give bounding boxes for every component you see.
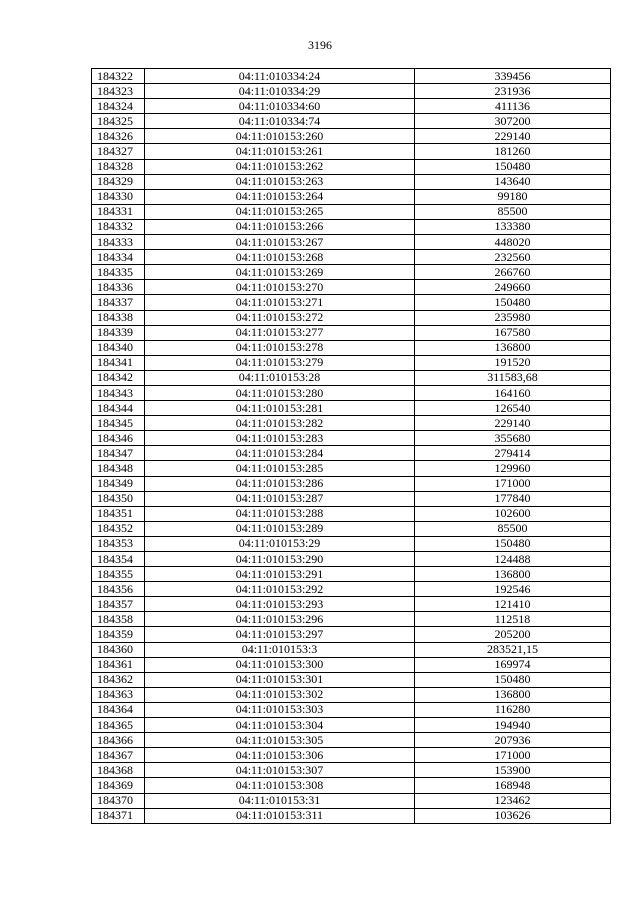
table-row (92, 808, 611, 823)
cadastral-value-table (91, 68, 611, 824)
cadastral-value-cell: 164160 (415, 385, 611, 400)
table-row (92, 159, 611, 174)
table-row (92, 370, 611, 385)
cadastral-number-cell: 04:11:010153:306 (145, 748, 415, 763)
cadastral-value-cell: 339456 (415, 69, 611, 84)
cadastral-number-cell: 04:11:010153:284 (145, 446, 415, 461)
table-row (92, 401, 611, 416)
table-row (92, 627, 611, 642)
cadastral-number-cell: 04:11:010153:304 (145, 718, 415, 733)
table-row (92, 355, 611, 370)
cadastral-value-cell: 283521,15 (415, 642, 611, 657)
table-row (92, 552, 611, 567)
row-number-cell: 184363 (92, 687, 145, 702)
cadastral-number-cell: 04:11:010153:269 (145, 265, 415, 280)
row-number-cell: 184328 (92, 159, 145, 174)
cadastral-value-cell: 126540 (415, 401, 611, 416)
cadastral-number-cell: 04:11:010153:279 (145, 355, 415, 370)
cadastral-number-cell: 04:11:010153:287 (145, 491, 415, 506)
cadastral-number-cell: 04:11:010153:283 (145, 431, 415, 446)
row-number-cell: 184361 (92, 657, 145, 672)
cadastral-number-cell: 04:11:010153:3 (145, 642, 415, 657)
cadastral-number-cell: 04:11:010153:265 (145, 204, 415, 219)
cadastral-value-cell: 229140 (415, 129, 611, 144)
row-number-cell: 184323 (92, 84, 145, 99)
row-number-cell: 184337 (92, 295, 145, 310)
cadastral-value-cell: 153900 (415, 763, 611, 778)
row-number-cell: 184329 (92, 174, 145, 189)
table-row (92, 446, 611, 461)
table-row (92, 536, 611, 551)
cadastral-value-cell: 129960 (415, 461, 611, 476)
cadastral-value-cell: 133380 (415, 219, 611, 234)
cadastral-number-cell: 04:11:010153:296 (145, 612, 415, 627)
row-number-cell: 184344 (92, 401, 145, 416)
row-number-cell: 184341 (92, 355, 145, 370)
row-number-cell: 184325 (92, 114, 145, 129)
cadastral-value-cell: 167580 (415, 325, 611, 340)
cadastral-value-cell: 121410 (415, 597, 611, 612)
row-number-cell: 184349 (92, 476, 145, 491)
cadastral-number-cell: 04:11:010334:24 (145, 69, 415, 84)
table-row (92, 763, 611, 778)
cadastral-number-cell: 04:11:010153:277 (145, 325, 415, 340)
table-row (92, 672, 611, 687)
table-row (92, 778, 611, 793)
table-row (92, 642, 611, 657)
cadastral-value-cell: 235980 (415, 310, 611, 325)
row-number-cell: 184352 (92, 521, 145, 536)
row-number-cell: 184365 (92, 718, 145, 733)
cadastral-value-cell: 168948 (415, 778, 611, 793)
row-number-cell: 184350 (92, 491, 145, 506)
cadastral-number-cell: 04:11:010153:291 (145, 567, 415, 582)
cadastral-value-cell: 103626 (415, 808, 611, 823)
cadastral-number-cell: 04:11:010153:268 (145, 250, 415, 265)
row-number-cell: 184327 (92, 144, 145, 159)
row-number-cell: 184330 (92, 189, 145, 204)
cadastral-number-cell: 04:11:010153:263 (145, 174, 415, 189)
table-row (92, 718, 611, 733)
table-row (92, 280, 611, 295)
table-row (92, 687, 611, 702)
table-row (92, 129, 611, 144)
cadastral-value-cell: 171000 (415, 476, 611, 491)
row-number-cell: 184370 (92, 793, 145, 808)
row-number-cell: 184348 (92, 461, 145, 476)
table-row (92, 702, 611, 717)
cadastral-number-cell: 04:11:010153:261 (145, 144, 415, 159)
cadastral-number-cell: 04:11:010153:270 (145, 280, 415, 295)
table-row (92, 325, 611, 340)
cadastral-number-cell: 04:11:010153:302 (145, 687, 415, 702)
row-number-cell: 184333 (92, 235, 145, 250)
cadastral-value-cell: 177840 (415, 491, 611, 506)
cadastral-number-cell: 04:11:010153:308 (145, 778, 415, 793)
table-row (92, 204, 611, 219)
row-number-cell: 184364 (92, 702, 145, 717)
cadastral-number-cell: 04:11:010153:278 (145, 340, 415, 355)
cadastral-number-cell: 04:11:010153:288 (145, 506, 415, 521)
cadastral-number-cell: 04:11:010153:301 (145, 672, 415, 687)
cadastral-value-cell: 411136 (415, 99, 611, 114)
cadastral-number-cell: 04:11:010153:264 (145, 189, 415, 204)
cadastral-number-cell: 04:11:010153:31 (145, 793, 415, 808)
table-row (92, 310, 611, 325)
cadastral-number-cell: 04:11:010153:272 (145, 310, 415, 325)
cadastral-number-cell: 04:11:010153:297 (145, 627, 415, 642)
cadastral-value-cell: 307200 (415, 114, 611, 129)
cadastral-value-cell: 192546 (415, 582, 611, 597)
cadastral-value-cell: 150480 (415, 295, 611, 310)
row-number-cell: 184332 (92, 219, 145, 234)
cadastral-value-cell: 355680 (415, 431, 611, 446)
table-row (92, 84, 611, 99)
row-number-cell: 184356 (92, 582, 145, 597)
row-number-cell: 184369 (92, 778, 145, 793)
cadastral-value-cell: 311583,68 (415, 370, 611, 385)
cadastral-number-cell: 04:11:010153:271 (145, 295, 415, 310)
table-row (92, 114, 611, 129)
row-number-cell: 184371 (92, 808, 145, 823)
table-row (92, 385, 611, 400)
cadastral-number-cell: 04:11:010153:293 (145, 597, 415, 612)
row-number-cell: 184362 (92, 672, 145, 687)
cadastral-number-cell: 04:11:010153:280 (145, 385, 415, 400)
cadastral-value-cell: 124488 (415, 552, 611, 567)
cadastral-number-cell: 04:11:010153:305 (145, 733, 415, 748)
table-row (92, 99, 611, 114)
cadastral-number-cell: 04:11:010153:262 (145, 159, 415, 174)
cadastral-value-cell: 205200 (415, 627, 611, 642)
table-row (92, 733, 611, 748)
table-row (92, 748, 611, 763)
cadastral-value-cell: 279414 (415, 446, 611, 461)
cadastral-value-cell: 249660 (415, 280, 611, 295)
table-row (92, 612, 611, 627)
cadastral-value-cell: 150480 (415, 536, 611, 551)
table-row (92, 431, 611, 446)
cadastral-value-cell: 181260 (415, 144, 611, 159)
row-number-cell: 184355 (92, 567, 145, 582)
cadastral-number-cell: 04:11:010153:285 (145, 461, 415, 476)
table-row (92, 793, 611, 808)
cadastral-value-cell: 123462 (415, 793, 611, 808)
table-row (92, 582, 611, 597)
row-number-cell: 184335 (92, 265, 145, 280)
row-number-cell: 184367 (92, 748, 145, 763)
cadastral-value-cell: 85500 (415, 521, 611, 536)
row-number-cell: 184334 (92, 250, 145, 265)
cadastral-value-cell: 231936 (415, 84, 611, 99)
table-body (92, 69, 611, 824)
cadastral-value-cell: 136800 (415, 567, 611, 582)
cadastral-number-cell: 04:11:010153:281 (145, 401, 415, 416)
table-row (92, 235, 611, 250)
cadastral-value-cell: 99180 (415, 189, 611, 204)
row-number-cell: 184354 (92, 552, 145, 567)
row-number-cell: 184351 (92, 506, 145, 521)
row-number-cell: 184342 (92, 370, 145, 385)
row-number-cell: 184324 (92, 99, 145, 114)
page-number: 3196 (308, 38, 332, 52)
cadastral-number-cell: 04:11:010153:28 (145, 370, 415, 385)
table-row (92, 461, 611, 476)
row-number-cell: 184353 (92, 536, 145, 551)
cadastral-value-cell: 448020 (415, 235, 611, 250)
cadastral-number-cell: 04:11:010153:307 (145, 763, 415, 778)
table-row (92, 657, 611, 672)
row-number-cell: 184343 (92, 385, 145, 400)
table-row (92, 265, 611, 280)
cadastral-number-cell: 04:11:010153:286 (145, 476, 415, 491)
row-number-cell: 184358 (92, 612, 145, 627)
cadastral-value-cell: 191520 (415, 355, 611, 370)
cadastral-number-cell: 04:11:010334:74 (145, 114, 415, 129)
table-row (92, 597, 611, 612)
cadastral-number-cell: 04:11:010153:311 (145, 808, 415, 823)
table-row (92, 250, 611, 265)
cadastral-value-cell: 143640 (415, 174, 611, 189)
cadastral-number-cell: 04:11:010153:260 (145, 129, 415, 144)
cadastral-number-cell: 04:11:010334:60 (145, 99, 415, 114)
cadastral-value-cell: 207936 (415, 733, 611, 748)
row-number-cell: 184338 (92, 310, 145, 325)
cadastral-value-cell: 232560 (415, 250, 611, 265)
cadastral-value-cell: 266760 (415, 265, 611, 280)
cadastral-number-cell: 04:11:010153:267 (145, 235, 415, 250)
table-row (92, 69, 611, 84)
cadastral-number-cell: 04:11:010153:292 (145, 582, 415, 597)
cadastral-value-cell: 150480 (415, 159, 611, 174)
cadastral-value-cell: 136800 (415, 340, 611, 355)
table-row (92, 295, 611, 310)
cadastral-number-cell: 04:11:010153:290 (145, 552, 415, 567)
cadastral-number-cell: 04:11:010153:29 (145, 536, 415, 551)
cadastral-value-cell: 112518 (415, 612, 611, 627)
table-row (92, 189, 611, 204)
table-row (92, 521, 611, 536)
row-number-cell: 184347 (92, 446, 145, 461)
row-number-cell: 184326 (92, 129, 145, 144)
cadastral-value-cell: 194940 (415, 718, 611, 733)
row-number-cell: 184346 (92, 431, 145, 446)
cadastral-value-cell: 102600 (415, 506, 611, 521)
table-row (92, 416, 611, 431)
cadastral-number-cell: 04:11:010153:266 (145, 219, 415, 234)
cadastral-number-cell: 04:11:010153:303 (145, 702, 415, 717)
row-number-cell: 184322 (92, 69, 145, 84)
cadastral-value-cell: 116280 (415, 702, 611, 717)
table-row (92, 144, 611, 159)
table-row (92, 174, 611, 189)
cadastral-number-cell: 04:11:010153:282 (145, 416, 415, 431)
row-number-cell: 184366 (92, 733, 145, 748)
cadastral-value-cell: 229140 (415, 416, 611, 431)
table-row (92, 219, 611, 234)
row-number-cell: 184357 (92, 597, 145, 612)
table-row (92, 476, 611, 491)
cadastral-value-cell: 136800 (415, 687, 611, 702)
row-number-cell: 184368 (92, 763, 145, 778)
table-row (92, 567, 611, 582)
cadastral-number-cell: 04:11:010153:300 (145, 657, 415, 672)
row-number-cell: 184336 (92, 280, 145, 295)
row-number-cell: 184359 (92, 627, 145, 642)
cadastral-number-cell: 04:11:010153:289 (145, 521, 415, 536)
cadastral-value-cell: 85500 (415, 204, 611, 219)
cadastral-number-cell: 04:11:010334:29 (145, 84, 415, 99)
row-number-cell: 184345 (92, 416, 145, 431)
table-row (92, 506, 611, 521)
row-number-cell: 184331 (92, 204, 145, 219)
row-number-cell: 184340 (92, 340, 145, 355)
cadastral-value-cell: 171000 (415, 748, 611, 763)
row-number-cell: 184360 (92, 642, 145, 657)
table-row (92, 340, 611, 355)
row-number-cell: 184339 (92, 325, 145, 340)
cadastral-value-cell: 150480 (415, 672, 611, 687)
cadastral-value-cell: 169974 (415, 657, 611, 672)
table-row (92, 491, 611, 506)
